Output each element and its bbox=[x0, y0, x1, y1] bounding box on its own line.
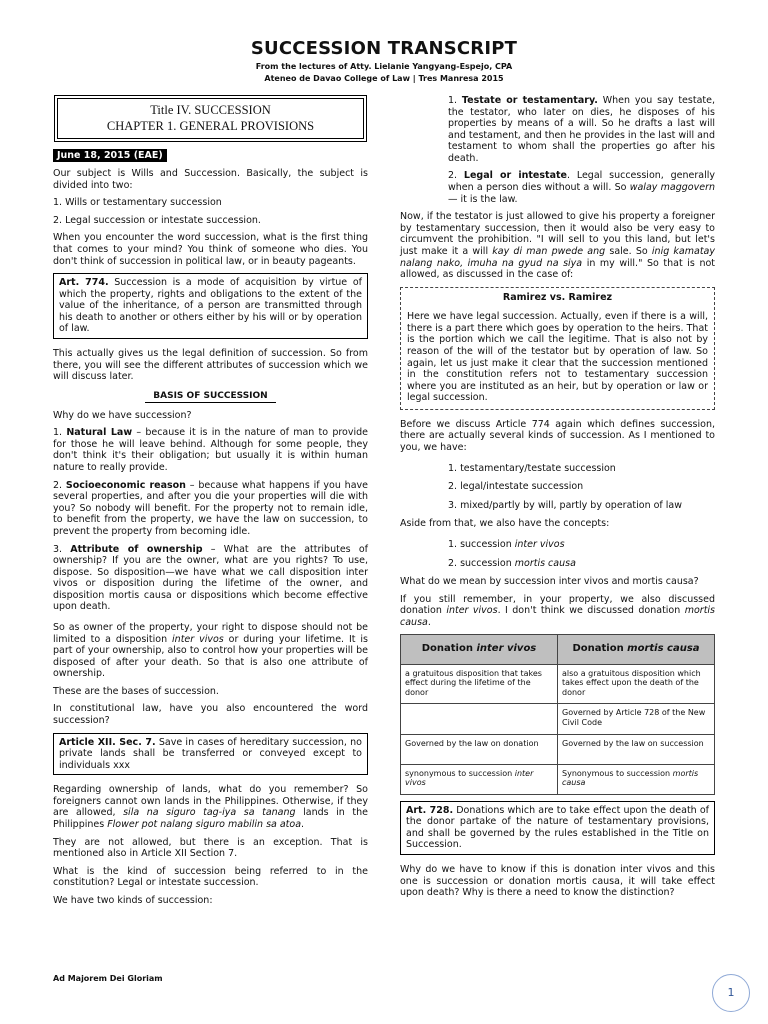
lecturer-line: From the lectures of Atty. Lielanie Yangyang-Espejo, CPA bbox=[255, 61, 513, 71]
document-title: SUCCESSION TRANSCRIPT bbox=[250, 38, 518, 59]
article-774-box bbox=[53, 273, 368, 339]
kind-item-2: 2. Legal or intestate. Legal succession, generally when a person dies without a will. So walay maggovern — it is the law. bbox=[448, 170, 716, 205]
paragraph: In constitutional law, have you also encountered the word succession? bbox=[53, 703, 368, 727]
lecture-date: June 18, 2015 (EAE) bbox=[53, 149, 167, 163]
article-text: Save in cases of hereditary succession, no private lands shall be transferred or conveyed except to individuals xxx bbox=[59, 736, 362, 771]
case-box bbox=[400, 287, 715, 410]
title-heading: Title IV. SUCCESSION bbox=[150, 103, 271, 117]
article-xii-box bbox=[53, 733, 368, 776]
paragraph: So as owner of the property, your right to dispose should not be limited to a disposition inter vivos or during your lifetime. It is part of your ownership, also to control how your properties will be disposed of after your death. So that is also one attribute of ownership. bbox=[53, 621, 368, 680]
table-cell: also a gratuitous disposition which takes effect upon the death of the donor bbox=[558, 664, 715, 704]
paragraph: When you encounter the word succession, what is the first thing that comes to your mind? You think of someone who dies. You don't think of succession in political law, or in beauty pageants. bbox=[53, 232, 368, 267]
paragraph: Regarding ownership of lands, what do you remember? So foreigners cannot own lands in the Philippines. Otherwise, if they are allowed, sila na siguro tag-iya sa tanang lands in the Philippines Flower pot nalang siguro mabilin sa atoa. bbox=[53, 784, 368, 831]
table-cell: Governed by Article 728 of the New Civil Code bbox=[558, 704, 715, 734]
table-header-row bbox=[401, 635, 715, 664]
list-item: 1. testamentary/testate succession bbox=[448, 462, 616, 474]
paragraph: Before we discuss Article 774 again which defines succession, there are actually several kinds of succession. As I mentioned to you, we have: bbox=[400, 418, 715, 454]
paragraph: What do we mean by succession inter vivos and mortis causa? bbox=[400, 576, 699, 588]
paragraph: They are not allowed, but there is an exception. That is mentioned also in Article XII Section 7. bbox=[53, 836, 368, 860]
paragraph: Why do we have to know if this is donation inter vivos and this one is succession or donation mortis causa, it will take effect upon death? Why is there a need to know the distinction? bbox=[400, 864, 715, 899]
page-number: 1 bbox=[712, 974, 750, 1012]
table-cell bbox=[401, 704, 558, 734]
list-item: 2. legal/intestate succession bbox=[448, 481, 584, 493]
table-cell: Synonymous to succession mortis causa bbox=[558, 764, 715, 794]
article-label: Article XII. Sec. 7. bbox=[59, 736, 156, 748]
list-item: 1. Wills or testamentary succession bbox=[53, 197, 222, 209]
footer-motto: Ad Majorem Dei Gloriam bbox=[53, 974, 163, 983]
case-text: Here we have legal succession. Actually, even if there is a will, there is a part there which goes by operation to the heirs. That is the portion which we call the legitime. That is also not by reason of the will of the testator but by operation of law. So again, let us just make it clear that the succession mentioned in the constitution refers not to testamentary succession where you are instituted as an heir, but by operation or law or legal succession. bbox=[407, 311, 708, 404]
table-row bbox=[401, 704, 715, 734]
table-cell: a gratuitous disposition that takes effect during the lifetime of the donor bbox=[401, 664, 558, 704]
table-cell: Governed by the law on succession bbox=[558, 734, 715, 764]
table-row bbox=[401, 664, 715, 704]
list-item: 2. Legal succession or intestate succession. bbox=[53, 214, 261, 226]
article-728-box bbox=[400, 801, 715, 855]
article-text: Succession is a mode of acquisition by virtue of which the property, rights and obligations to the extent of the value of the inheritance, of a person are transmitted through his death to another or others either by his will or by operation of law. bbox=[59, 277, 362, 335]
table-row bbox=[401, 734, 715, 764]
article-label: Art. 774. bbox=[59, 277, 109, 289]
paragraph: Our subject is Wills and Succession. Basically, the subject is divided into two: bbox=[53, 168, 368, 191]
table-row bbox=[401, 764, 715, 794]
paragraph: If you still remember, in your property, we also discussed donation inter vivos. I don't think we discussed donation mortis causa. bbox=[400, 593, 716, 628]
paragraph: What is the kind of succession being referred to in the constitution? Legal or intestate succession. bbox=[53, 865, 368, 889]
paragraph: We have two kinds of succession: bbox=[53, 894, 213, 906]
basis-item-3: 3. Attribute of ownership – What are the attributes of ownership? If you are the owner, what are you rights? To use, dispose. So disposition—we have what we call disposition inter vivos or disposition during the lifetime of the owner, and disposition mortis causa or dispositions which become effective upon death. bbox=[53, 543, 368, 613]
table-header: Donation mortis causa bbox=[558, 635, 715, 664]
table-header: Donation inter vivos bbox=[401, 635, 558, 664]
chapter-heading: CHAPTER 1. GENERAL PROVISIONS bbox=[106, 119, 315, 134]
basis-item-2: 2. Socioeconomic reason – because what happens if you have several properties, and after you die your properties will die with you? So nobody will benefit. For the property not to remain idle, to benefit from the property, we have the law on succession, to prevent the property from becoming idle. bbox=[53, 479, 368, 537]
paragraph: Aside from that, we also have the concepts: bbox=[400, 518, 610, 530]
list-item: 1. succession inter vivos bbox=[448, 538, 565, 550]
table-cell: Governed by the law on donation bbox=[401, 734, 558, 764]
left-column bbox=[53, 95, 368, 913]
section-heading: BASIS OF SUCCESSION bbox=[53, 391, 368, 402]
list-item: 3. mixed/partly by will, partly by operation of law bbox=[448, 499, 683, 511]
page-header bbox=[0, 38, 768, 83]
article-text: Donations which are to take effect upon the death of the donor partake of the nature of testamentary provisions, and shall be governed by the rules established in the Title on Succession. bbox=[406, 804, 709, 851]
chapter-title-box bbox=[57, 98, 364, 139]
case-title: Ramirez vs. Ramirez bbox=[502, 291, 613, 303]
donation-comparison-table bbox=[400, 634, 715, 794]
basis-item-1: 1. Natural Law – because it is in the nature of man to provide for those he will leave behind. Although for some people, they don't think it's their obligation; but usually it is within human nature to really provide. bbox=[53, 427, 368, 474]
right-column bbox=[400, 95, 715, 905]
article-label: Art. 728. bbox=[406, 804, 454, 816]
paragraph: Why do we have succession? bbox=[53, 409, 192, 421]
table-cell: synonymous to succession inter vivos bbox=[401, 764, 558, 794]
school-line: Ateneo de Davao College of Law | Tres Manresa 2015 bbox=[264, 73, 504, 83]
list-item: 2. succession mortis causa bbox=[448, 557, 576, 569]
paragraph: These are the bases of succession. bbox=[53, 685, 219, 697]
paragraph: Now, if the testator is just allowed to give his property a foreigner by testamentary succession, then it would also be very easy to circumvent the prohibition. "I will sell to you this land, but let's just make it a will kay di man pwede ang sale. So inig kamatay nalang nako, imuha na gyud na siya in my will." So that is not allowed, as discussed in the case of: bbox=[400, 211, 716, 281]
kind-item-1: 1. Testate or testamentary. When you say testate, the testator, who later on dies, he disposes of his properties by means of a will. So he drafts a last will and testament, and then he provides in the last will and testament to whom shall the properties go after his death. bbox=[448, 95, 715, 164]
paragraph: This actually gives us the legal definition of succession. So from there, you will see the different attributes of succession which we will discuss later. bbox=[53, 348, 368, 383]
